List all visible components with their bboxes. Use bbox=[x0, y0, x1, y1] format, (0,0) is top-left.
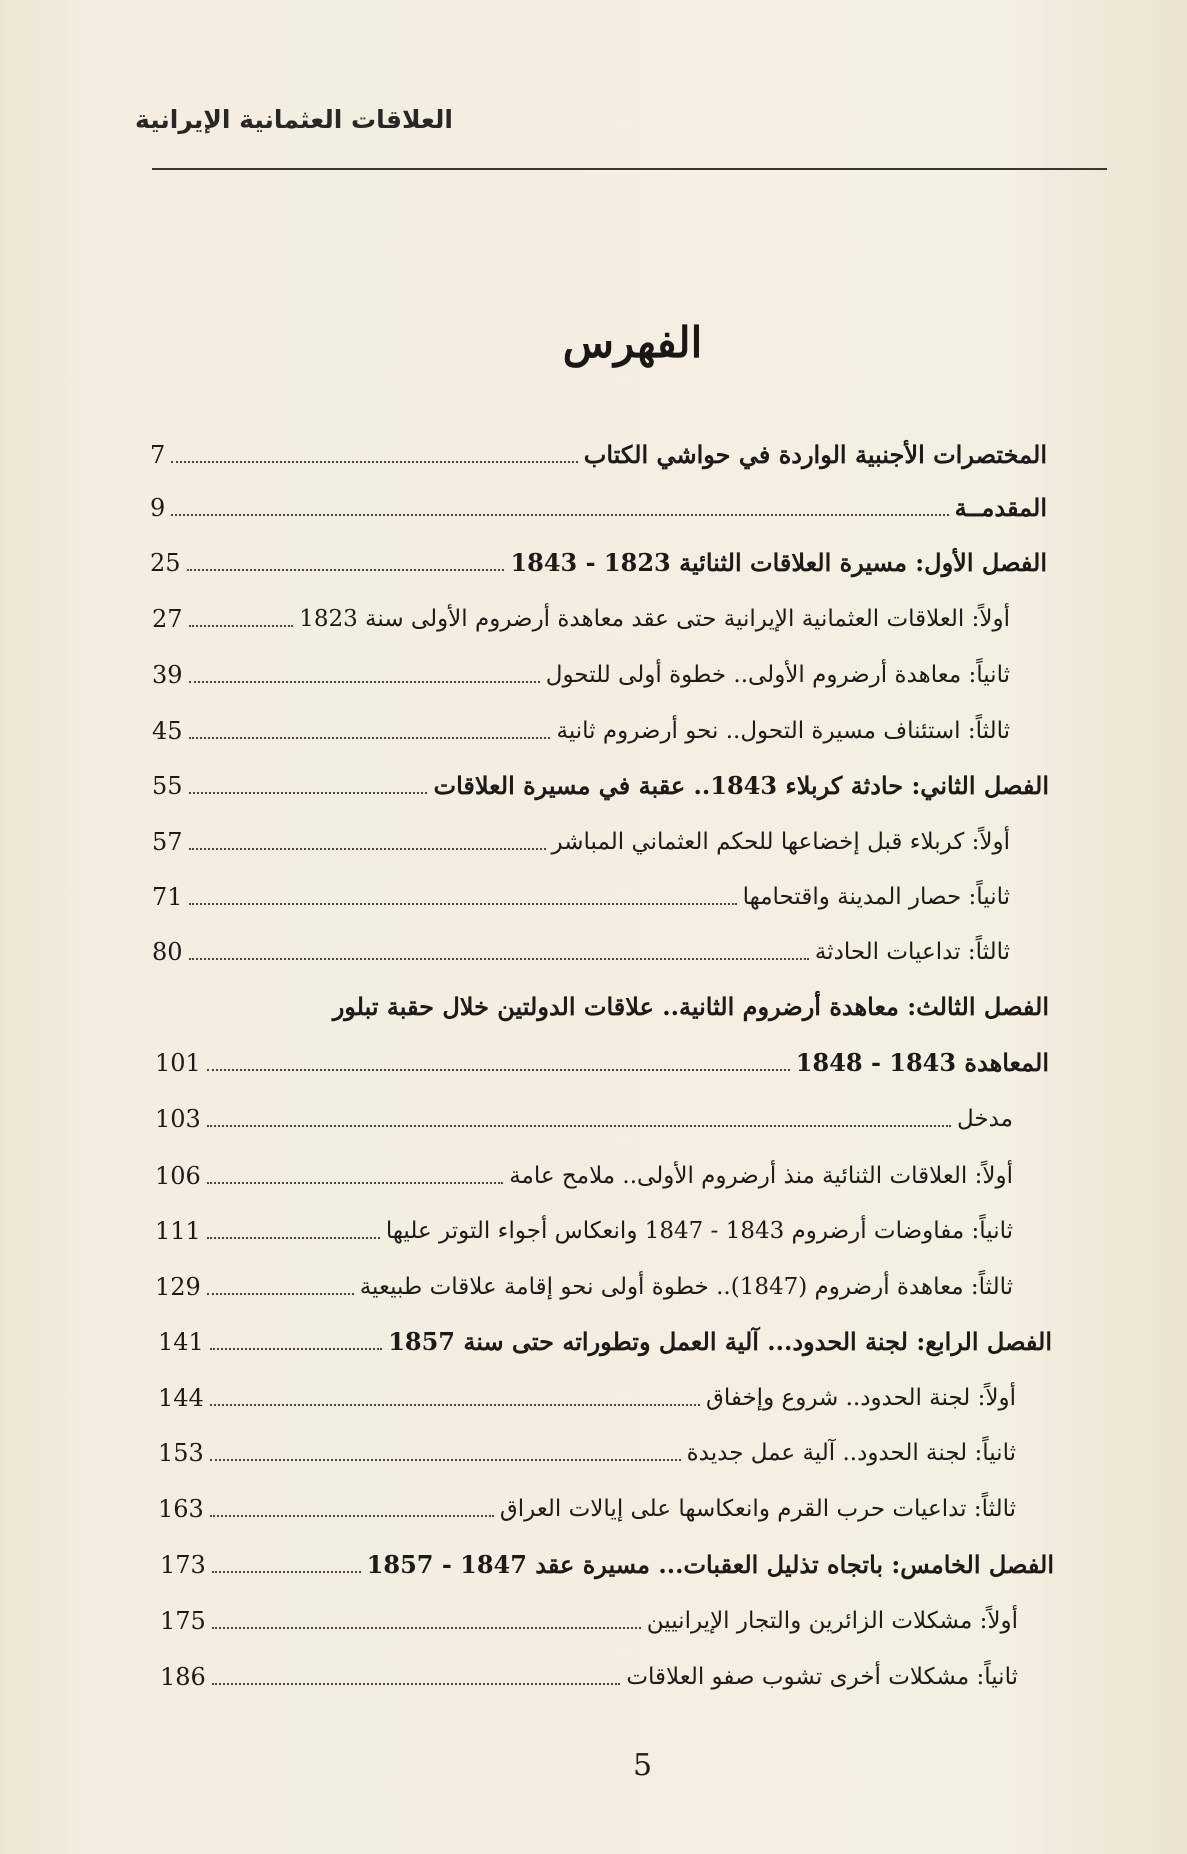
toc-entry bbox=[160, 1536, 1054, 1580]
toc-entry bbox=[152, 702, 1010, 746]
dot-leader bbox=[189, 792, 428, 794]
toc-entry bbox=[155, 1034, 1049, 1078]
dot-leader bbox=[207, 1237, 380, 1239]
dot-leader bbox=[189, 958, 809, 960]
entry-page: 129 bbox=[155, 1273, 201, 1301]
toc-entry bbox=[155, 1258, 1013, 1302]
dot-leader bbox=[207, 1293, 354, 1295]
entry-title: الفصل الخامس: باتجاه تذليل العقبات... مسيرة عقد 1847 - 1857 bbox=[366, 1550, 1054, 1579]
entry-page: 141 bbox=[158, 1328, 204, 1356]
dot-leader bbox=[207, 1069, 790, 1071]
toc-entry bbox=[158, 1480, 1016, 1524]
entry-title: ثالثاً: معاهدة أرضروم (1847).. خطوة أولى نحو إقامة علاقات طبيعية bbox=[359, 1274, 1013, 1300]
dot-leader bbox=[212, 1627, 641, 1629]
dot-leader bbox=[189, 848, 546, 850]
toc-title: الفهرس bbox=[562, 318, 703, 367]
toc-entry bbox=[150, 479, 1047, 523]
entry-page: 7 bbox=[150, 441, 166, 469]
entry-title: الفصل الأول: مسيرة العلاقات الثنائية 1823 - 1843 bbox=[510, 548, 1047, 577]
entry-page: 103 bbox=[155, 1105, 201, 1133]
toc-entry bbox=[160, 1648, 1018, 1692]
dot-leader bbox=[212, 1683, 621, 1685]
toc-entry bbox=[155, 1090, 1013, 1134]
running-head: العلاقات العثمانية الإيرانية bbox=[135, 105, 453, 134]
entry-page: 153 bbox=[158, 1439, 204, 1467]
dot-leader bbox=[189, 737, 551, 739]
entry-title: أولاً: كربلاء قبل إخضاعها للحكم العثماني المباشر bbox=[551, 829, 1010, 855]
entry-title: المقدمــة bbox=[954, 493, 1047, 522]
toc-entry bbox=[158, 1313, 1052, 1357]
toc-entry bbox=[152, 813, 1010, 857]
entry-page: 101 bbox=[155, 1049, 201, 1077]
entry-title: الفصل الثاني: حادثة كربلاء 1843.. عقبة في مسيرة العلاقات bbox=[433, 771, 1049, 800]
entry-page: 9 bbox=[150, 494, 166, 522]
entry-title: ثانياً: مشكلات أخرى تشوب صفو العلاقات bbox=[626, 1664, 1018, 1690]
toc-entry bbox=[158, 1369, 1016, 1413]
entry-page: 175 bbox=[160, 1607, 206, 1635]
toc-entry bbox=[152, 757, 1049, 801]
entry-title: أولاً: العلاقات العثمانية الإيرانية حتى عقد معاهدة أرضروم الأولى سنة 1823 bbox=[299, 606, 1010, 632]
entry-page: 25 bbox=[150, 549, 181, 577]
dot-leader bbox=[210, 1515, 494, 1517]
dot-leader bbox=[171, 514, 948, 516]
toc-entry bbox=[150, 534, 1047, 578]
entry-page: 144 bbox=[158, 1384, 204, 1412]
dot-leader bbox=[189, 625, 294, 627]
entry-page: 163 bbox=[158, 1495, 204, 1523]
dot-leader bbox=[212, 1571, 361, 1573]
dot-leader bbox=[210, 1404, 700, 1406]
entry-page: 45 bbox=[152, 717, 183, 745]
entry-page: 80 bbox=[152, 938, 183, 966]
entry-title: مدخل bbox=[956, 1106, 1013, 1132]
entry-page: 71 bbox=[152, 883, 183, 911]
toc-entry bbox=[155, 1147, 1013, 1191]
entry-title: أولاً: لجنة الحدود.. شروع وإخفاق bbox=[705, 1385, 1016, 1411]
entry-title: المعاهدة 1843 - 1848 bbox=[795, 1048, 1049, 1077]
dot-leader bbox=[207, 1125, 951, 1127]
entry-title: ثانياً: لجنة الحدود.. آلية عمل جديدة bbox=[686, 1440, 1016, 1466]
entry-title: ثالثاً: تداعيات الحادثة bbox=[814, 939, 1010, 965]
entry-title: ثانياً: مفاوضات أرضروم 1843 - 1847 وانعكاس أجواء التوتر عليها bbox=[385, 1218, 1013, 1244]
page-number: 5 bbox=[632, 1748, 653, 1783]
entry-page: 111 bbox=[155, 1217, 201, 1245]
dot-leader bbox=[207, 1182, 503, 1184]
entry-title: ثالثاً: استئناف مسيرة التحول.. نحو أرضروم ثانية bbox=[556, 718, 1010, 744]
toc-entry bbox=[150, 426, 1047, 470]
entry-page: 186 bbox=[160, 1663, 206, 1691]
toc-entry bbox=[152, 590, 1010, 634]
entry-page: 57 bbox=[152, 828, 183, 856]
entry-title: أولاً: العلاقات الثنائية منذ أرضروم الأولى.. ملامح عامة bbox=[509, 1163, 1013, 1189]
toc-entry bbox=[155, 1202, 1013, 1246]
entry-page: 39 bbox=[152, 661, 183, 689]
toc-entry bbox=[152, 868, 1010, 912]
dot-leader bbox=[187, 569, 505, 571]
dot-leader bbox=[210, 1348, 382, 1350]
entry-title: ثانياً: معاهدة أرضروم الأولى.. خطوة أولى للتحول bbox=[545, 662, 1010, 688]
toc-entry bbox=[152, 978, 1049, 1022]
entry-title: ثانياً: حصار المدينة واقتحامها bbox=[742, 884, 1010, 910]
entry-page: 173 bbox=[160, 1551, 206, 1579]
dot-leader bbox=[210, 1459, 681, 1461]
entry-title: أولاً: مشكلات الزائرين والتجار الإيرانيين bbox=[646, 1608, 1018, 1634]
entry-page: 55 bbox=[152, 772, 183, 800]
dot-leader bbox=[189, 903, 737, 905]
toc-entry bbox=[152, 923, 1010, 967]
toc-entry bbox=[160, 1592, 1018, 1636]
toc-entry bbox=[158, 1424, 1016, 1468]
entry-title: المختصرات الأجنبية الواردة في حواشي الكتاب bbox=[583, 440, 1047, 469]
toc-entry bbox=[152, 646, 1010, 690]
entry-title: ثالثاً: تداعيات حرب القرم وانعكاسها على إيالات العراق bbox=[499, 1496, 1016, 1522]
entry-title: الفصل الثالث: معاهدة أرضروم الثانية.. علاقات الدولتين خلال حقبة تبلور bbox=[332, 992, 1049, 1021]
entry-page: 106 bbox=[155, 1162, 201, 1190]
entry-page: 27 bbox=[152, 605, 183, 633]
entry-title: الفصل الرابع: لجنة الحدود... آلية العمل وتطوراته حتى سنة 1857 bbox=[388, 1327, 1052, 1356]
dot-leader bbox=[171, 461, 577, 463]
dot-leader bbox=[189, 681, 540, 683]
